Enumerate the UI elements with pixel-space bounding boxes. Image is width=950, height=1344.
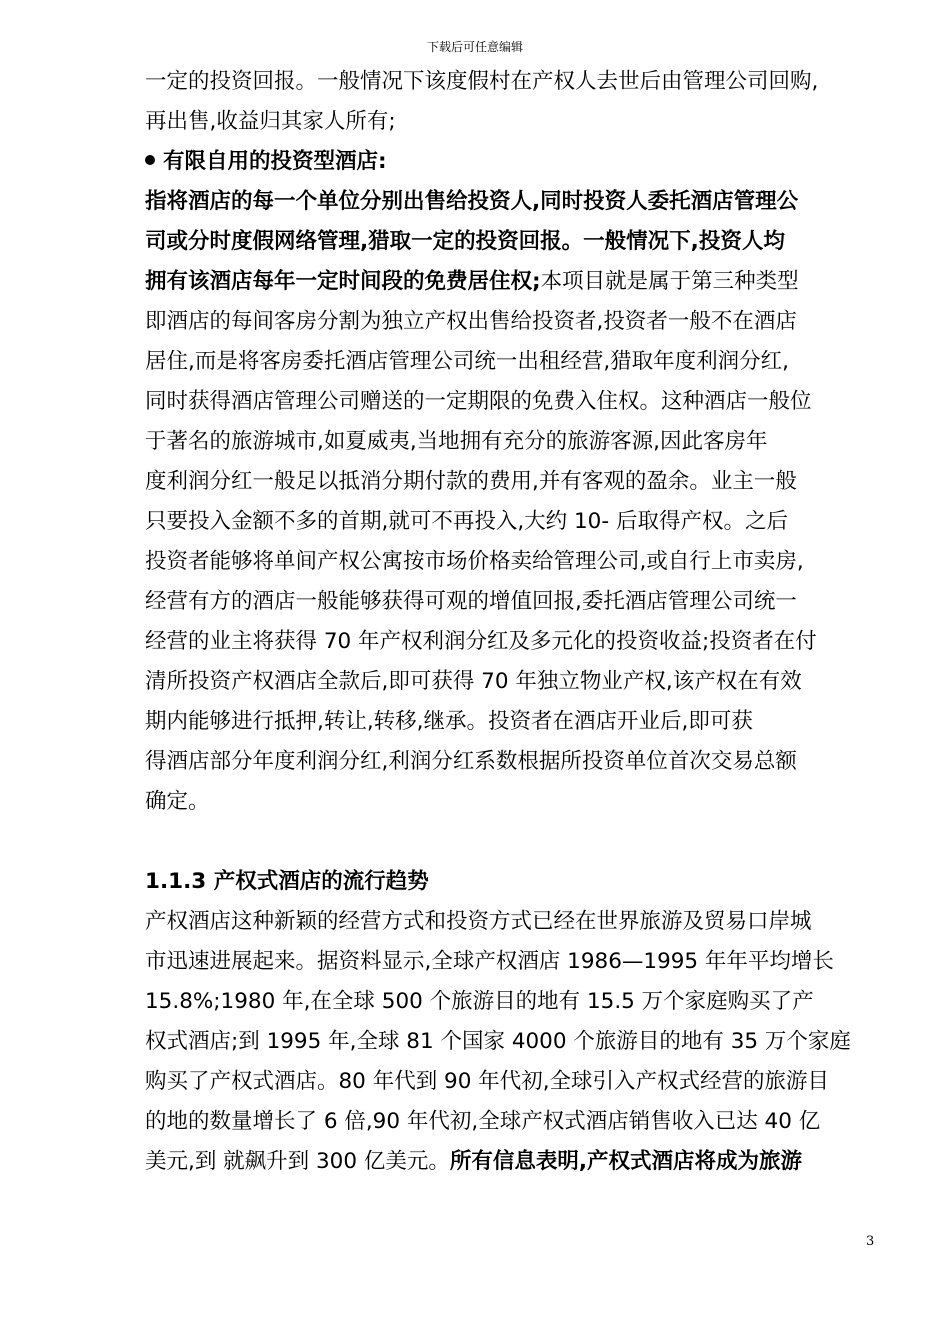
text-line: 经营有方的酒店一般能够获得可观的增值回报,委托酒店管理公司统一 (145, 589, 797, 614)
text-line-bold: 司或分时度假网络管理,猎取一定的投资回报。一般情况下,投资人均 (145, 229, 785, 254)
text-line: 度利润分红一般足以抵消分期付款的费用,并有客观的盈余。业主一般 (145, 469, 797, 494)
text-line: 同时获得酒店管理公司赠送的一定期限的免费入住权。这种酒店一般位 (145, 389, 812, 414)
text-line: 即酒店的每间客房分割为独立产权出售给投资者,投资者一般不在酒店 (145, 309, 797, 334)
page-number: 3 (866, 1234, 875, 1249)
blank-line (145, 822, 885, 862)
text-line: 一定的投资回报。一般情况下该度假村在产权人去世后由管理公司回购, (145, 69, 819, 94)
bullet-label: 有限自用的投资型酒店: (163, 149, 387, 174)
bold-span: 所有信息表明,产权式酒店将成为旅游 (449, 1149, 803, 1174)
text-line: 经营的业主将获得 70 年产权利润分红及多元化的投资收益;投资者在付 (145, 629, 817, 654)
text-line: 权式酒店;到 1995 年,全球 81 个国家 4000 个旅游目的地有 35 万个家庭 (145, 1029, 851, 1054)
bullet-item (145, 142, 885, 182)
text-line: 投资者能够将单间产权公寓按市场价格卖给管理公司,或自行上市卖房, (145, 549, 804, 574)
text-line: 产权酒店这种新颖的经营方式和投资方式已经在世界旅游及贸易口岸城 (145, 909, 812, 934)
text-line: 于著名的旅游城市,如夏威夷,当地拥有充分的旅游客源,因此客房年 (145, 429, 768, 454)
text-line: 再出售,收益归其家人所有; (145, 109, 396, 134)
normal-span: 美元,到 就飙升到 300 亿美元。 (145, 1149, 450, 1174)
text-line-mixed (145, 262, 885, 302)
text-line: 购买了产权式酒店。80 年代到 90 年代初,全球引入产权式经营的旅游目 (145, 1069, 830, 1094)
text-line: 只要投入金额不多的首期,就可不再投入,大约 10- 后取得产权。之后 (145, 509, 788, 534)
bold-span: 拥有该酒店每年一定时间段的免费居住权; (145, 269, 541, 294)
text-line: 的地的数量增长了 6 倍,90 年代初,全球产权式酒店销售收入已达 40 亿 (145, 1109, 821, 1134)
text-line-bold: 指将酒店的每一个单位分别出售给投资人,同时投资人委托酒店管理公 (145, 189, 799, 214)
text-line: 居住,而是将客房委托酒店管理公司统一出租经营,猎取年度利润分红, (145, 349, 790, 374)
text-line: 得酒店部分年度利润分红,利润分红系数根据所投资单位首次交易总额 (145, 749, 797, 774)
text-line: 清所投资产权酒店全款后,即可获得 70 年独立物业产权,该产权在有效 (145, 669, 802, 694)
text-line-mixed (145, 1142, 885, 1182)
section-heading: 1.1.3 产权式酒店的流行趋势 (145, 869, 429, 894)
normal-span: 本项目就是属于第三种类型 (540, 269, 799, 294)
page-header: 下载后可任意编辑 (426, 40, 523, 54)
bullet-dot-icon (145, 155, 155, 165)
text-line: 市迅速进展起来。据资料显示,全球产权酒店 1986—1995 年年平均增长 (145, 949, 834, 974)
text-line: 确定。 (145, 789, 210, 814)
text-line: 15.8%;1980 年,在全球 500 个旅游目的地有 15.5 万个家庭购买了产 (145, 989, 814, 1014)
document-body (145, 62, 885, 1182)
text-line: 期内能够进行抵押,转让,转移,继承。投资者在酒店开业后,即可获 (145, 709, 753, 734)
